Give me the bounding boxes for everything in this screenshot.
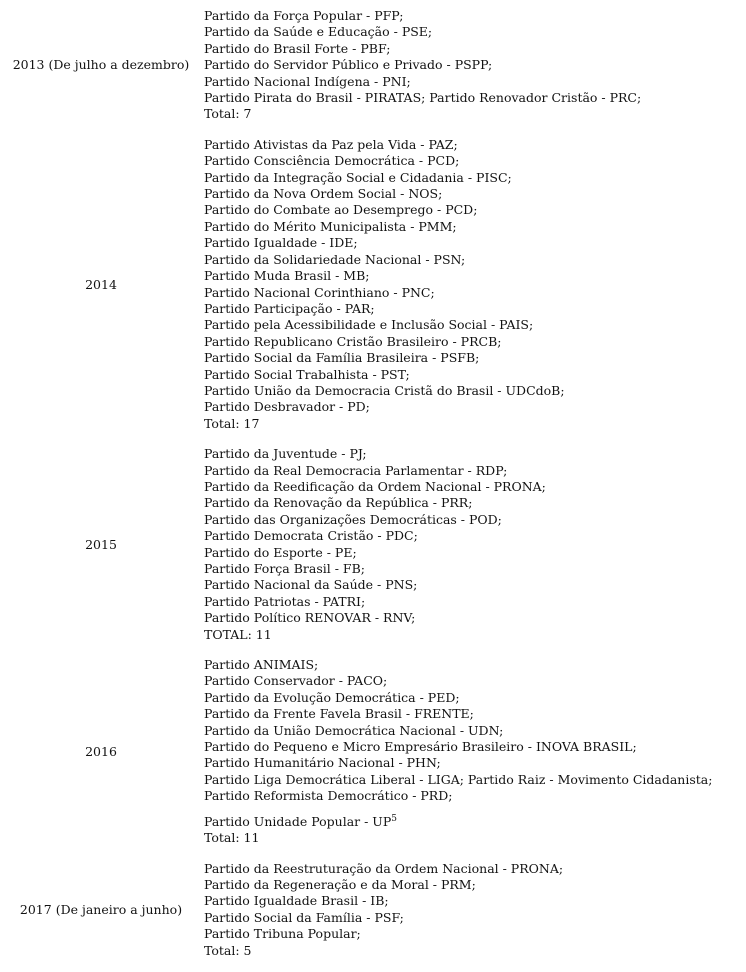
- year-cell: 2016: [85, 743, 117, 759]
- party-line: Partido Político RENOVAR - RNV;: [204, 610, 416, 626]
- party-line: Partido da Solidariedade Nacional - PSN;: [204, 251, 466, 267]
- party-line: Partido Tribuna Popular;: [204, 926, 361, 942]
- party-line: TOTAL: 11: [204, 626, 272, 642]
- party-line: Partido Desbravador - PD;: [204, 399, 370, 415]
- table-row: [0, 650, 746, 853]
- party-line: Partido Patriotas - PATRI;: [204, 593, 366, 609]
- party-line: Partido Social da Família - PSF;: [204, 909, 404, 925]
- party-line: Partido Liga Democrática Liberal - LIGA; Partido Raiz - Movimento Cidadanista;: [204, 771, 713, 787]
- year-cell: 2013 (De julho a dezembro): [12, 57, 190, 73]
- party-line: Partido Pirata do Brasil - PIRATAS; Partido Renovador Cristão - PRC;: [204, 90, 642, 106]
- party-line: Partido da Regeneração e da Moral - PRM;: [204, 876, 476, 892]
- party-line: Partido do Esporte - PE;: [204, 544, 357, 560]
- party-block: [204, 861, 746, 959]
- parties-cell: [202, 8, 746, 123]
- footnote-ref: 5: [391, 813, 397, 824]
- party-line: Partido Força Brasil - FB;: [204, 561, 365, 576]
- party-line: Partido União da Democracia Cristã do Brasil - UDCdoB;: [204, 382, 565, 398]
- party-line: Total: 7: [204, 106, 252, 122]
- table-row: [0, 439, 746, 650]
- party-line: Partido Humanitário Nacional - PHN;: [204, 755, 441, 771]
- party-line: Partido da Reestruturação da Ordem Nacional - PRONA;: [204, 860, 564, 876]
- party-line: Partido do Pequeno e Micro Empresário Brasileiro - INOVA BRASIL;: [204, 739, 637, 755]
- year-cell: 2015: [85, 536, 117, 552]
- party-block: [204, 137, 746, 432]
- party-line: Total: 11: [204, 830, 260, 846]
- party-block: [204, 657, 746, 805]
- party-line: Partido da União Democrática Nacional - UDN;: [204, 722, 504, 738]
- year-cell: 2017 (De janeiro a junho): [19, 901, 183, 917]
- party-block: [204, 8, 746, 123]
- party-line: Partido Nacional da Saúde - PNS;: [204, 577, 418, 593]
- party-line: Partido Ativistas da Paz pela Vida - PAZ;: [204, 136, 458, 152]
- party-line: Partido Igualdade - IDE;: [204, 235, 358, 251]
- parties-cell: [202, 446, 746, 643]
- table-row: [0, 854, 746, 966]
- party-line: Total: 5: [204, 942, 252, 958]
- party-line: Partido Muda Brasil - MB;: [204, 268, 370, 284]
- party-line: Partido Nacional Indígena - PNI;: [204, 73, 411, 89]
- party-line: Partido Nacional Corinthiano - PNC;: [204, 284, 435, 300]
- party-line: Partido Igualdade Brasil - IB;: [204, 893, 389, 909]
- party-line: Partido do Brasil Forte - PBF;: [204, 40, 391, 56]
- party-line: Partido da Força Popular - PFP;: [204, 8, 404, 23]
- parties-by-year-table: [0, 1, 746, 966]
- party-line: Partido Democrata Cristão - PDC;: [204, 528, 418, 544]
- party-line: Partido da Integração Social e Cidadania - PISC;: [204, 169, 512, 185]
- party-line: Partido da Renovação da República - PRR;: [204, 495, 473, 511]
- party-line: Partido da Nova Ordem Social - NOS;: [204, 186, 443, 202]
- party-block: [204, 446, 746, 643]
- party-line: Partido Unidade Popular - $UP^5$: [204, 813, 397, 829]
- party-line: Partido Republicano Cristão Brasileiro - PRCB;: [204, 333, 502, 349]
- party-line: Partido Participação - PAR;: [204, 300, 375, 316]
- party-line: Partido da Juventude - PJ;: [204, 446, 367, 462]
- party-block: [204, 814, 746, 847]
- party-line: Partido da Reedificação da Ordem Nacional - PRONA;: [204, 478, 546, 494]
- parties-cell: [202, 861, 746, 959]
- table-row: [0, 1, 746, 130]
- year-cell: 2014: [85, 276, 117, 292]
- party-line: Partido Reformista Democrático - PRD;: [204, 788, 453, 804]
- party-line: Partido Consciência Democrática - PCD;: [204, 153, 460, 169]
- party-line: Partido da Evolução Democrática - PED;: [204, 689, 460, 705]
- table-row: [0, 130, 746, 439]
- parties-cell: [202, 137, 746, 432]
- party-line: Partido da Frente Favela Brasil - FRENTE;: [204, 706, 474, 722]
- party-line: Partido Social Trabalhista - PST;: [204, 366, 410, 382]
- party-line: Partido da Real Democracia Parlamentar - RDP;: [204, 462, 508, 478]
- party-line: Partido do Combate ao Desemprego - PCD;: [204, 202, 478, 218]
- party-line: Partido do Mérito Municipalista - PMM;: [204, 218, 457, 234]
- parties-cell: [202, 657, 746, 846]
- party-line: Partido pela Acessibilidade e Inclusão Social - PAIS;: [204, 317, 534, 333]
- party-line: Partido ANIMAIS;: [204, 657, 319, 673]
- party-line: Total: 17: [204, 415, 260, 431]
- party-line: Partido do Servidor Público e Privado - PSPP;: [204, 57, 493, 73]
- party-line: Partido da Saúde e Educação - PSE;: [204, 24, 433, 40]
- party-line: Partido Conservador - PACO;: [204, 673, 388, 689]
- party-line: Partido Social da Família Brasileira - PSFB;: [204, 350, 480, 366]
- party-line: Partido das Organizações Democráticas - POD;: [204, 511, 502, 527]
